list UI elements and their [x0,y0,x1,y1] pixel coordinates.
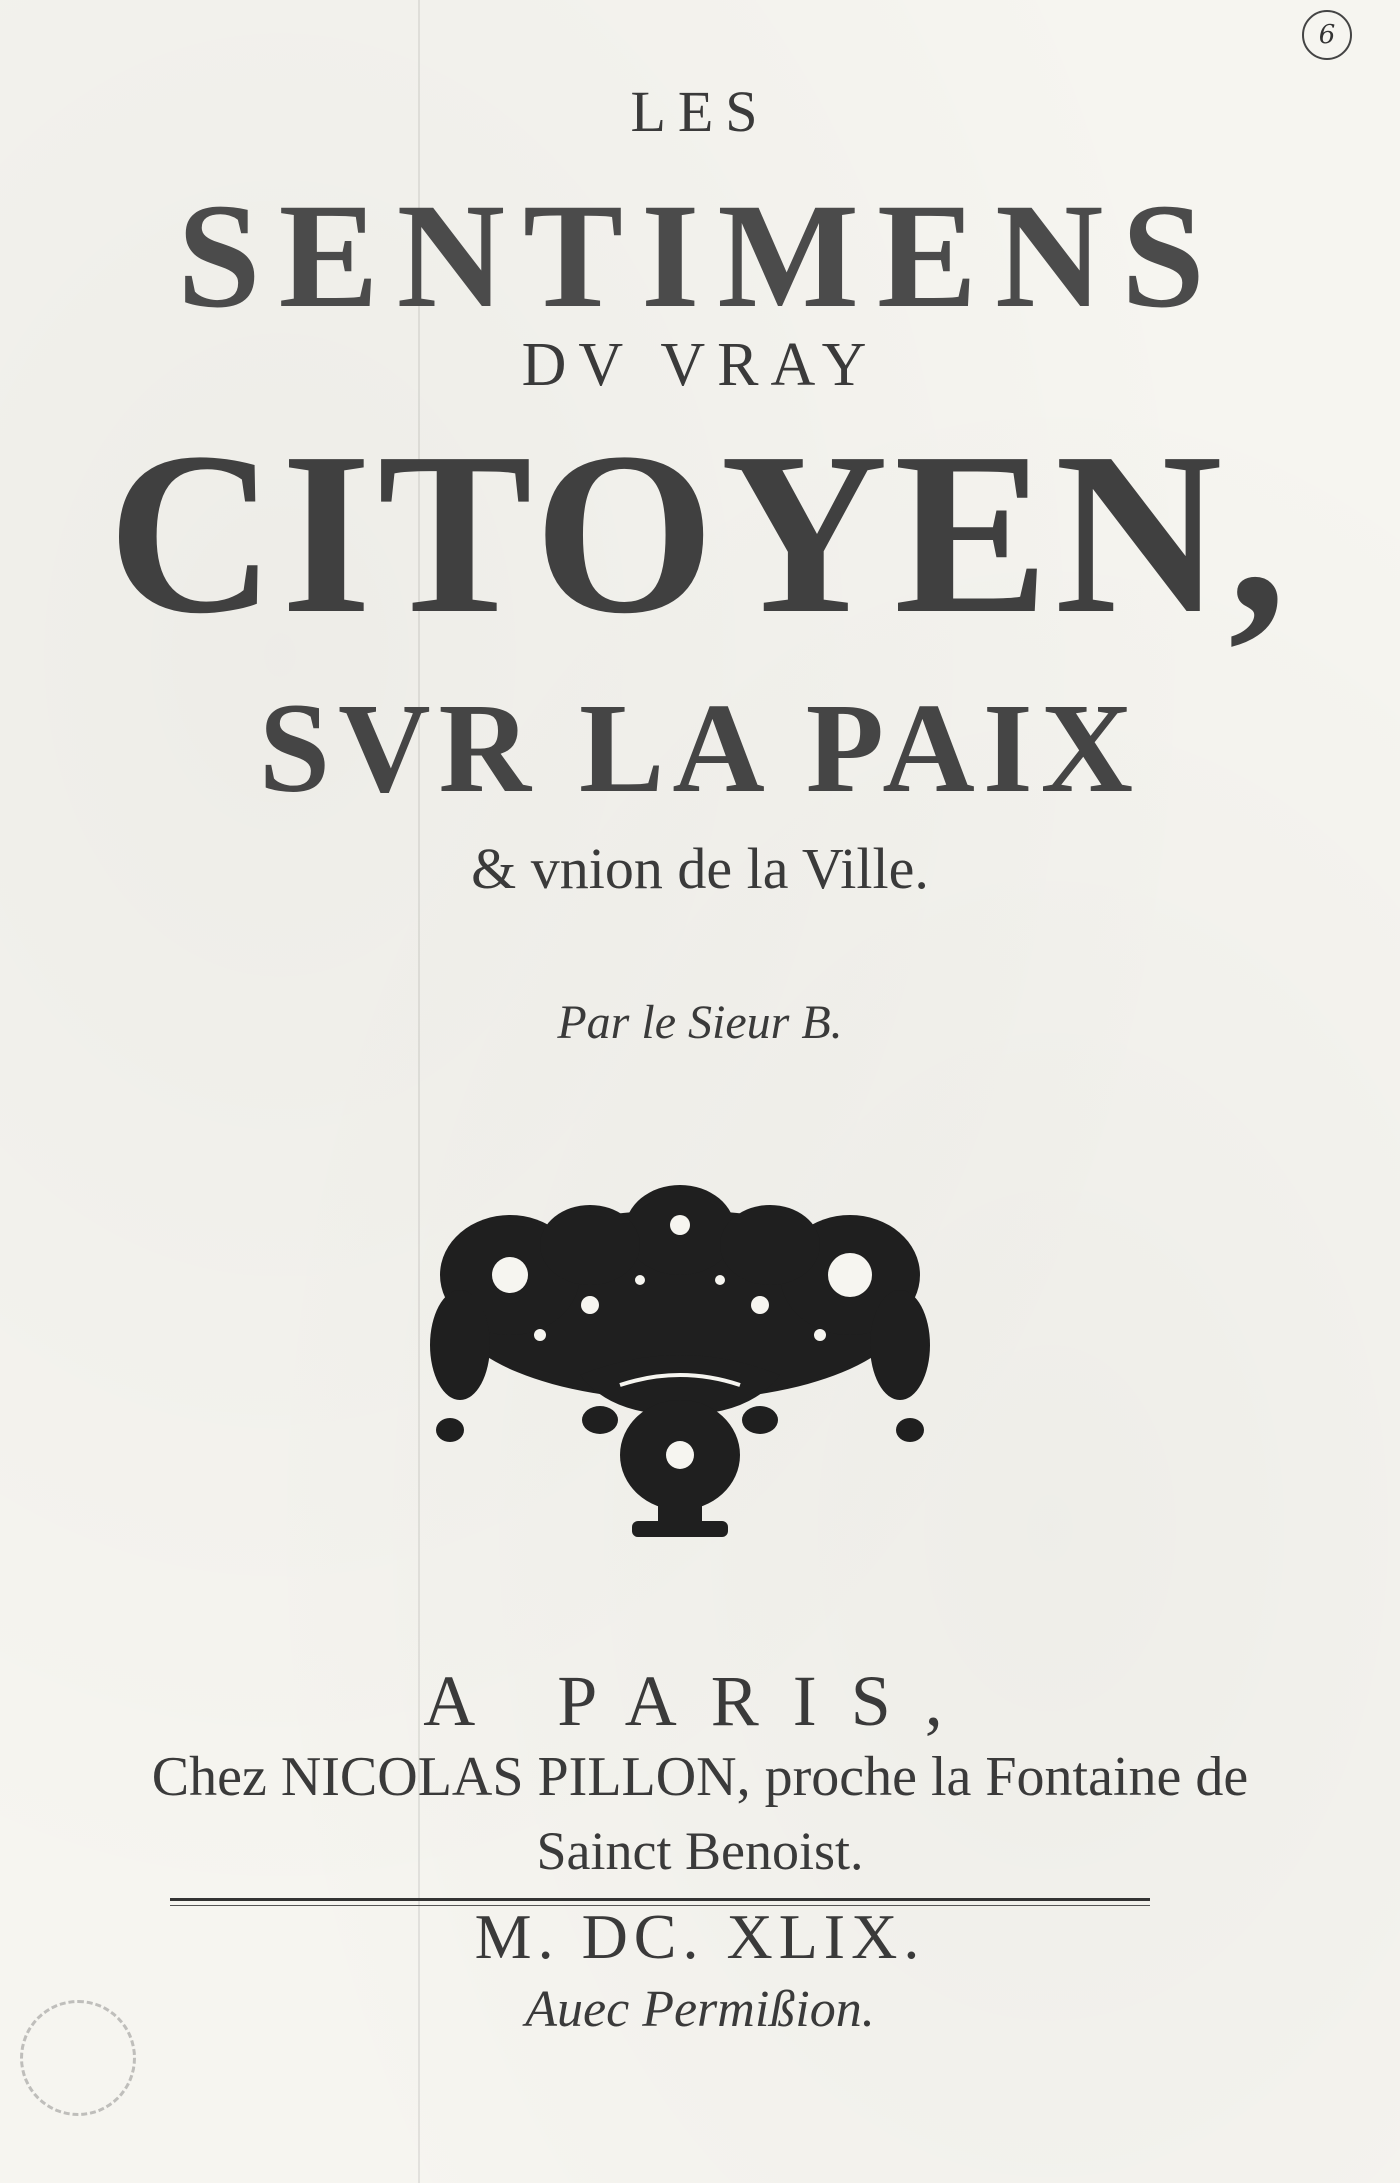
imprint-year: M. DC. XLIX. [474,1901,926,1972]
title-line-6: & vnion de la Ville. [471,836,929,901]
imprint-permission: Auec Permißion. [525,1981,875,2038]
imprint-place: Sainct Benoist. [536,1821,864,1881]
imprint-city: A PARIS, [423,1661,977,1741]
title-line-1: LES [630,79,770,144]
title-line-5: SVR LA PAIX [258,677,1142,819]
author-line: Par le Sieur B. [557,996,843,1049]
title-line-2: SENTIMENS [177,173,1223,339]
title-line-3: DV VRAY [521,331,879,399]
floral-vase-ornament-icon [420,1185,940,1550]
title-line-4: CITOYEN, [107,405,1293,662]
imprint-printer: Chez NICOLAS PILLON, proche la Fontaine de [151,1746,1249,1808]
page-number: 6 [1302,10,1352,60]
library-stamp-icon [20,2000,136,2116]
